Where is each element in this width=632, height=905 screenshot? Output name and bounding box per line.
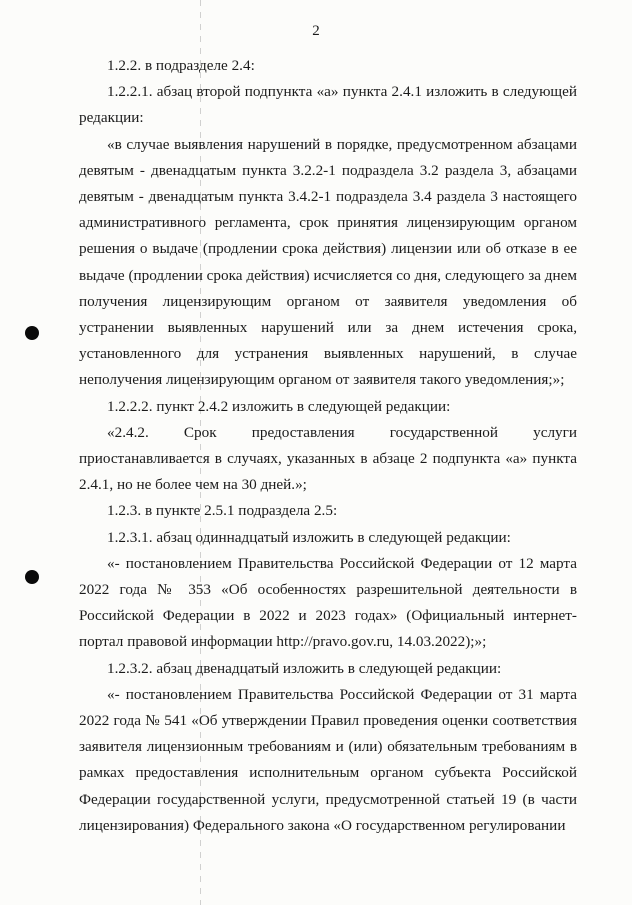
punch-hole-top [25, 326, 39, 340]
paragraph-1-2-3: 1.2.3. в пункте 2.5.1 подраздела 2.5: [107, 502, 338, 520]
paragraph-quote-353: «- постановлением Правительства Российской Федерации от 12 марта 2022 года № 353 «Об особенностях разрешительной деятельности в Российской Федерации в 2022 и 2023 годах» (Официальный интернет-портал правовой информации http://pravo.gov.ru, 14.03.2022);»; [79, 554, 577, 651]
paragraph-1-2-2: 1.2.2. в подразделе 2.4: [107, 57, 255, 74]
paragraph-quote-violations: «в случае выявления нарушений в порядке, предусмотренном абзацами девятым - двенадцатым пункта 3.2.2-1 подраздела 3.2 раздела 3, абзацами девятым - двенадцатым пункта 3.4.2-1 подраздела 3.4 раздела 3 настоящего административного регламента, срок принятия лицензирующим органом решения о выдаче (продлении срока действия) лицензии или об отказе в ее выдаче (продлении срока действия) исчисляется со дня, следующего за днем получения лицензирующим органом от заявителя уведомления об устранении выявленных нарушений или за днем истечения срока, установленного для устранения выявленных нарушений, в случае неполучения лицензирующим органом от заявителя такого уведомления;»; [79, 135, 577, 389]
paragraph-quote-541: «- постановлением Правительства Российской Федерации от 31 марта 2022 года № 541 «Об утверждении Правил проведения оценки соответствия заявителя лицензионным требованиям и (или) обязательным требованиям в рамках предоставления исполнительным органом субъекта Российской Федерации государственной услуги, предусмотренной статьей 19 (в части лицензирования) Федерального закона «О государственном регулировании [79, 685, 577, 834]
paragraph-1-2-3-2: 1.2.3.2. абзац двенадцатый изложить в следующей редакции: [107, 659, 502, 677]
paragraph-1-2-3-1: 1.2.3.1. абзац одиннадцатый изложить в следующей редакции: [107, 528, 511, 546]
paragraph-1-2-2-1: 1.2.2.1. абзац второй подпункта «а» пункта 2.4.1 изложить в следующей редакции: [79, 83, 577, 127]
paragraph-quote-2-4-2: «2.4.2. Срок предоставления государственной услуги приостанавливается в случаях, указанных в абзаце 2 подпункта «а» пункта 2.4.1, но не более чем на 30 дней.»; [79, 423, 577, 494]
document-body [79, 53, 577, 839]
punch-hole-bottom [25, 570, 39, 584]
page-number: 2 [312, 23, 320, 39]
paragraph-1-2-2-2: 1.2.2.2. пункт 2.4.2 изложить в следующей редакции: [107, 397, 451, 415]
